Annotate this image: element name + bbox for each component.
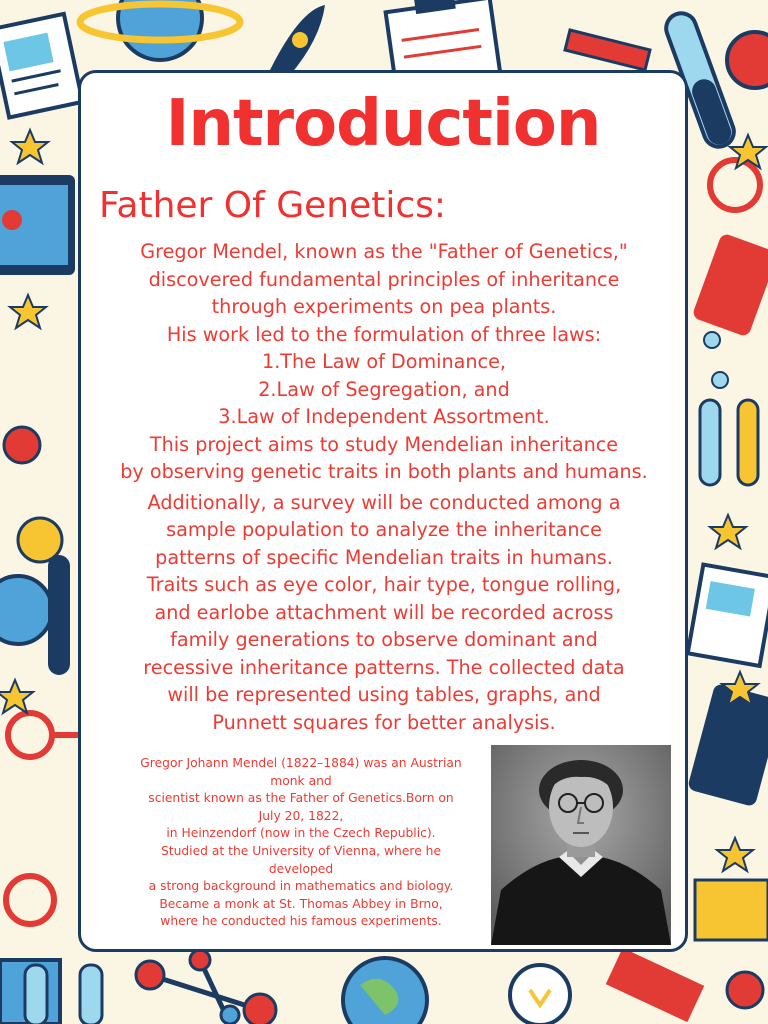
survey-line: sample population to analyze the inheritance bbox=[166, 518, 602, 541]
intro-line: His work led to the formulation of three laws: bbox=[166, 322, 602, 346]
bio-line: monk and bbox=[270, 773, 332, 788]
intro-line: discovered fundamental principles of inheritance bbox=[148, 267, 620, 291]
bio-line: Studied at the University of Vienna, where he bbox=[160, 843, 442, 858]
bio-line: Became a monk at St. Thomas Abbey in Brno, bbox=[159, 896, 443, 911]
globe-icon bbox=[343, 958, 427, 1024]
laptop-icon bbox=[0, 175, 75, 275]
bio-line: a strong background in mathematics and biology. bbox=[148, 879, 454, 894]
intro-line: by observing genetic traits in both plants and humans. bbox=[120, 460, 648, 483]
law-independent-assortment: 3.Law of Independent Assortment. bbox=[218, 405, 550, 428]
bio-line: scientist known as the Father of Genetics.Born on bbox=[148, 791, 454, 806]
law-dominance: 1.The Law of Dominance, bbox=[262, 350, 506, 373]
light-bulb-icon bbox=[510, 965, 570, 1024]
survey-line: family generations to observe dominant and bbox=[170, 628, 598, 651]
bio-line: Gregor Johann Mendel (1822–1884) was an Austrian bbox=[140, 756, 462, 770]
intro-paragraph bbox=[89, 238, 679, 736]
mendel-portrait bbox=[491, 745, 671, 945]
law-segregation: 2.Law of Segregation, and bbox=[258, 377, 510, 401]
survey-line: Punnett squares for better analysis. bbox=[212, 710, 556, 734]
intro-line: This project aims to study Mendelian inheritance bbox=[149, 432, 619, 456]
intro-line: through experiments on pea plants. bbox=[211, 295, 557, 318]
survey-line: Additionally, a survey will be conducted among a bbox=[147, 490, 621, 514]
survey-line: and earlobe attachment will be recorded across bbox=[154, 600, 614, 624]
section-subtitle: Father Of Genetics: bbox=[99, 185, 447, 226]
content-card bbox=[78, 70, 688, 952]
survey-line: will be represented using tables, graphs, and bbox=[167, 683, 601, 706]
bio-line: developed bbox=[268, 861, 334, 876]
bio-line: July 20, 1822, bbox=[258, 808, 344, 823]
survey-line: Traits such as eye color, hair type, tongue rolling, bbox=[146, 573, 622, 596]
bio-line: in Heinzendorf (now in the Czech Republic). bbox=[166, 826, 436, 841]
intro-line: Gregor Mendel, known as the "Father of Genetics," bbox=[140, 240, 628, 263]
survey-line: patterns of specific Mendelian traits in humans. bbox=[155, 545, 613, 569]
bio-line: where he conducted his famous experiments. bbox=[160, 914, 442, 929]
page-title: Introduction bbox=[165, 87, 601, 161]
mendel-bio bbox=[109, 755, 493, 931]
survey-line: recessive inheritance patterns. The collected data bbox=[143, 655, 625, 679]
